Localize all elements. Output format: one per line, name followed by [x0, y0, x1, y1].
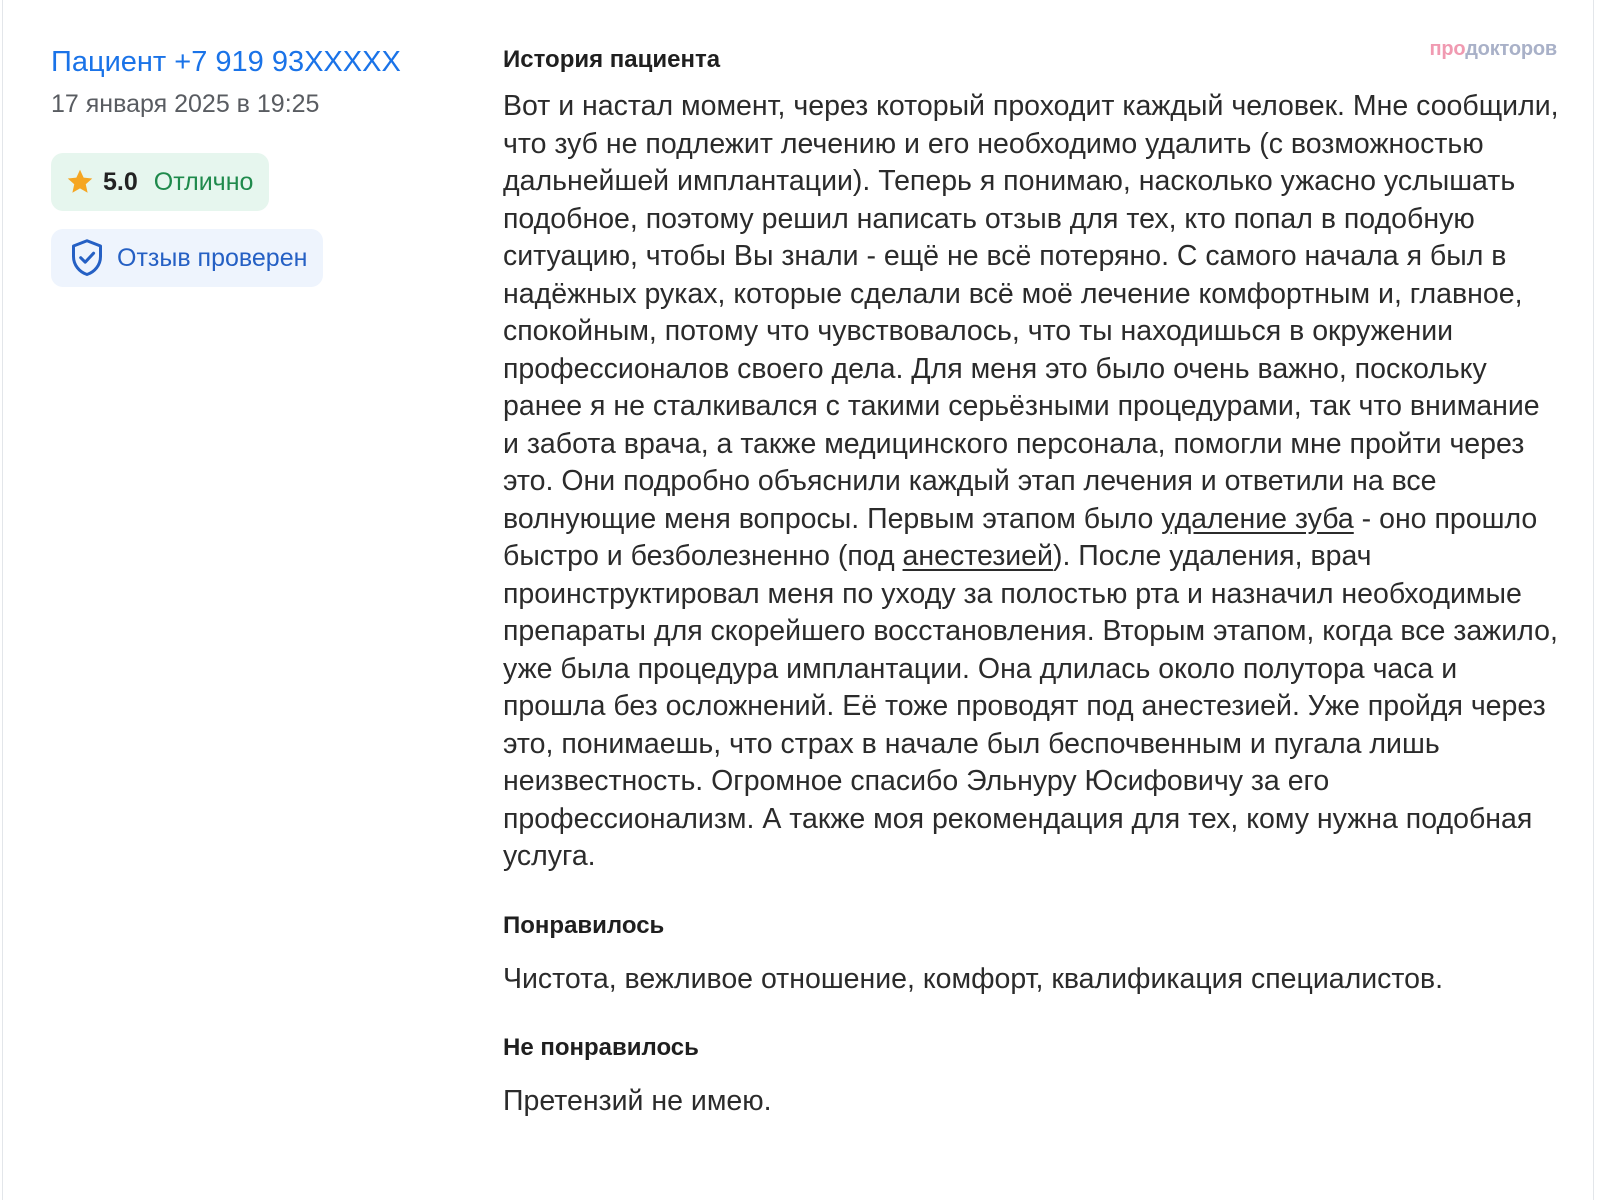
verified-badge — [51, 229, 323, 287]
star-icon — [65, 167, 95, 197]
anesthesia-link[interactable]: анестезией — [902, 540, 1053, 572]
review-date: 17 января 2025 в 19:25 — [51, 90, 320, 118]
review-meta — [51, 40, 451, 287]
rating-label: Отлично — [153, 167, 254, 196]
history-text-part2: - оно прошло быстро и безболезненно (под — [503, 502, 1538, 572]
liked-text: Чистота, вежливое отношение, комфорт, квалификация специалистов. — [503, 962, 1444, 995]
rating-value: 5.0 — [103, 167, 138, 196]
verified-label: Отзыв проверен — [117, 243, 308, 272]
logo-suffix: докторов — [1465, 38, 1557, 60]
disliked-title: Не понравилось — [503, 1033, 699, 1061]
history-title: История пациента — [503, 46, 721, 73]
tooth-extraction-link[interactable]: удаление зуба — [1161, 502, 1354, 535]
history-text-part1: Вот и настал момент, через который проходит каждый человек. Мне сообщили, что зуб не подлежит лечению и его необходимо удалить (с возможностью дальнейшей имплантации). Теперь я понимаю, насколько ужасно услышать подобное, поэтому решил написать отзыв для тех, кто попал в подобную ситуацию, чтобы Вы знали - ещё не всё потеряно. С самого начала я был в надёжных руках, которые сделали всё моё лечение комфортным и, главное, спокойным, потому что чувствовалось, что ты находишься в окружении профессионалов своего дела. Для меня это было очень важно, поскольку ранее я не сталкивался с такими серьёзными процедурами, так что внимание и забота врача, а также медицинского персонала, помогли мне пройти через это. Они подробно объяснили каждый этап лечения и ответили на все волнующие меня вопросы. Первым этапом было — [503, 90, 1559, 535]
history-text-part3: ). После удаления, врач проинструктировал меня по уходу за полостью рта и назначил необходимые препараты для скорейшего восстановления. Вторым этапом, когда все зажило, уже была процедура имплантации. Она длилась около полутора часа и прошла без осложнений. Её тоже проводят под анестезией. Уже пройдя через это, понимаешь, что страх в начале был беспочвенным и пугала лишь неизвестность. Огромное спасибо Эльнуру Юсифовичу за его профессионализм. А также моя рекомендация для тех, кому нужна подобная услуга. — [503, 540, 1558, 872]
review-card — [2, 0, 1594, 1200]
author-link[interactable]: Пациент +7 919 93XXXXX — [51, 46, 401, 78]
logo-prefix: про — [1429, 38, 1466, 60]
rating-badge — [51, 153, 269, 211]
shield-check-icon — [69, 238, 105, 278]
review-body — [503, 40, 1563, 1120]
liked-title: Понравилось — [503, 911, 665, 939]
history-text — [503, 88, 1563, 876]
disliked-text: Претензий не имею. — [503, 1084, 772, 1117]
